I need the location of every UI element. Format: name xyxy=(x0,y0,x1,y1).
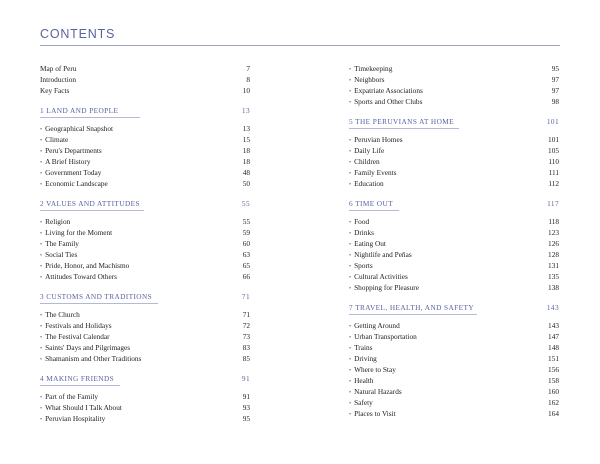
bullet-icon: • xyxy=(349,286,352,292)
toc-left-column xyxy=(40,63,250,424)
bullet-icon: • xyxy=(349,89,352,95)
entry-page: 95 xyxy=(242,414,250,423)
entry-label: Timekeeping xyxy=(354,64,393,73)
chapter-heading-2[interactable] xyxy=(40,198,250,210)
toc-entry[interactable] xyxy=(349,63,559,74)
entry-page: 83 xyxy=(242,343,250,352)
entry-page: 160 xyxy=(548,387,559,396)
entry-page: 15 xyxy=(242,135,250,144)
entry-page: 7 xyxy=(246,64,250,73)
chapter-heading-7[interactable] xyxy=(349,302,559,314)
bullet-icon: • xyxy=(40,406,43,412)
entry-page: 111 xyxy=(548,168,559,177)
chapter-underline xyxy=(40,303,158,304)
toc-entry[interactable] xyxy=(40,123,250,134)
entry-label: A Brief History xyxy=(45,157,91,166)
entry-label: Cultural Activities xyxy=(354,272,408,281)
entry-label: Introduction xyxy=(40,75,77,84)
chapter-underline xyxy=(349,210,399,211)
chapter-underline xyxy=(349,314,477,315)
bullet-icon: • xyxy=(40,275,43,281)
bullet-icon: • xyxy=(40,231,43,237)
page-title: CONTENTS xyxy=(40,27,116,41)
entry-page: 50 xyxy=(242,179,250,188)
bullet-icon: • xyxy=(349,368,352,374)
toc-entry[interactable] xyxy=(349,134,559,145)
bullet-icon: • xyxy=(40,324,43,330)
toc-entry[interactable] xyxy=(349,227,559,238)
entry-page: 112 xyxy=(548,179,559,188)
entry-page: 97 xyxy=(551,86,559,95)
entry-label: Family Events xyxy=(354,168,397,177)
bullet-icon: • xyxy=(349,182,352,188)
chapter-page: 13 xyxy=(241,106,250,115)
toc-entry[interactable] xyxy=(349,178,559,189)
chapter-page: 117 xyxy=(547,199,559,208)
entry-label: Peru's Departments xyxy=(45,146,102,155)
entry-page: 126 xyxy=(548,239,559,248)
bullet-icon: • xyxy=(40,160,43,166)
bullet-icon: • xyxy=(349,275,352,281)
toc-entry[interactable] xyxy=(349,408,559,419)
entry-label: The Church xyxy=(45,310,80,319)
entry-page: 101 xyxy=(548,135,559,144)
toc-entry[interactable] xyxy=(349,96,559,107)
chapter-heading-1[interactable] xyxy=(40,105,250,117)
chapter-heading-6[interactable] xyxy=(349,198,559,210)
chapter-page: 91 xyxy=(241,374,250,383)
bullet-icon: • xyxy=(349,160,352,166)
toc-entry[interactable] xyxy=(349,364,559,375)
bullet-icon: • xyxy=(40,171,43,177)
toc-entry[interactable] xyxy=(40,413,250,424)
bullet-icon: • xyxy=(349,242,352,248)
entry-label: Driving xyxy=(354,354,377,363)
entry-label: What Should I Talk About xyxy=(45,403,122,412)
entry-page: 85 xyxy=(242,354,250,363)
bullet-icon: • xyxy=(40,395,43,401)
toc-entry[interactable] xyxy=(40,74,250,85)
chapter-underline xyxy=(349,128,459,129)
entry-page: 71 xyxy=(242,310,250,319)
toc-entry[interactable] xyxy=(40,178,250,189)
entry-label: Shamanism and Other Traditions xyxy=(45,354,142,363)
entry-label: Map of Peru xyxy=(40,64,77,73)
entry-label: Festivals and Holidays xyxy=(45,321,112,330)
entry-page: 95 xyxy=(551,64,559,73)
chapter-page: 55 xyxy=(241,199,250,208)
toc-entry[interactable] xyxy=(40,260,250,271)
entry-page: 156 xyxy=(548,365,559,374)
entry-label: Urban Transportation xyxy=(354,332,417,341)
bullet-icon: • xyxy=(349,231,352,237)
toc-right-column xyxy=(349,63,559,419)
entry-page: 10 xyxy=(242,86,250,95)
entry-label: Government Today xyxy=(45,168,102,177)
bullet-icon: • xyxy=(349,390,352,396)
toc-entry[interactable] xyxy=(40,156,250,167)
entry-label: Health xyxy=(354,376,374,385)
chapter-underline xyxy=(40,385,120,386)
bullet-icon: • xyxy=(349,149,352,155)
entry-label: Sports xyxy=(354,261,373,270)
entry-page: 138 xyxy=(548,283,559,292)
entry-page: 128 xyxy=(548,250,559,259)
entry-label: Nightlife and Peñas xyxy=(354,250,412,259)
title-divider xyxy=(40,45,560,46)
bullet-icon: • xyxy=(349,401,352,407)
bullet-icon: • xyxy=(349,100,352,106)
entry-page: 63 xyxy=(242,250,250,259)
entry-page: 118 xyxy=(548,217,559,226)
entry-label: Neighbors xyxy=(354,75,385,84)
toc-entry[interactable] xyxy=(40,331,250,342)
chapter-title: 2 VALUES AND ATTITUDES xyxy=(40,199,140,208)
entry-label: Eating Out xyxy=(354,239,386,248)
entry-label: Peruvian Homes xyxy=(354,135,403,144)
bullet-icon: • xyxy=(349,78,352,84)
bullet-icon: • xyxy=(349,171,352,177)
entry-page: 18 xyxy=(242,157,250,166)
chapter-title: 5 THE PERUVIANS AT HOME xyxy=(349,117,455,126)
bullet-icon: • xyxy=(349,138,352,144)
entry-page: 147 xyxy=(548,332,559,341)
toc-entry[interactable] xyxy=(349,320,559,331)
entry-page: 151 xyxy=(548,354,559,363)
entry-label: Places to Visit xyxy=(354,409,396,418)
entry-label: Attitudes Toward Others xyxy=(45,272,118,281)
toc-entry[interactable] xyxy=(40,402,250,413)
bullet-icon: • xyxy=(40,335,43,341)
toc-entry[interactable] xyxy=(349,271,559,282)
entry-page: 72 xyxy=(242,321,250,330)
toc-entry[interactable] xyxy=(40,391,250,402)
entry-page: 131 xyxy=(548,261,559,270)
entry-page: 91 xyxy=(242,392,250,401)
chapter-title: 7 TRAVEL, HEALTH, AND SAFETY xyxy=(349,303,474,312)
entry-label: Food xyxy=(354,217,370,226)
entry-page: 148 xyxy=(548,343,559,352)
bullet-icon: • xyxy=(349,335,352,341)
entry-label: Living for the Moment xyxy=(45,228,113,237)
toc-entry[interactable] xyxy=(349,331,559,342)
entry-page: 65 xyxy=(242,261,250,270)
entry-page: 158 xyxy=(548,376,559,385)
bullet-icon: • xyxy=(40,242,43,248)
bullet-icon: • xyxy=(349,412,352,418)
bullet-icon: • xyxy=(40,357,43,363)
toc-entry[interactable] xyxy=(349,249,559,260)
chapter-title: 3 CUSTOMS AND TRADITIONS xyxy=(40,292,153,301)
entry-label: Economic Landscape xyxy=(45,179,108,188)
chapter-page: 71 xyxy=(241,292,250,301)
entry-label: Part of the Family xyxy=(45,392,99,401)
chapter-title: 4 MAKING FRIENDS xyxy=(40,374,115,383)
bullet-icon: • xyxy=(349,324,352,330)
entry-label: Daily Life xyxy=(354,146,385,155)
bullet-icon: • xyxy=(40,313,43,319)
entry-page: 55 xyxy=(242,217,250,226)
chapter-heading-3[interactable] xyxy=(40,291,250,303)
bullet-icon: • xyxy=(349,67,352,73)
bullet-icon: • xyxy=(40,264,43,270)
chapter-page: 101 xyxy=(546,117,559,126)
entry-label: Education xyxy=(354,179,384,188)
chapter-heading-5[interactable] xyxy=(349,116,559,128)
toc-entry[interactable] xyxy=(40,353,250,364)
bullet-icon: • xyxy=(40,149,43,155)
bullet-icon: • xyxy=(40,346,43,352)
chapter-underline xyxy=(40,210,144,211)
toc-entry[interactable] xyxy=(349,353,559,364)
toc-entry[interactable] xyxy=(349,216,559,227)
toc-entry[interactable] xyxy=(349,386,559,397)
entry-page: 18 xyxy=(242,146,250,155)
entry-label: Getting Around xyxy=(354,321,400,330)
chapter-heading-4[interactable] xyxy=(40,373,250,385)
toc-entry[interactable] xyxy=(40,238,250,249)
entry-label: Peruvian Hospitality xyxy=(45,414,106,423)
entry-page: 8 xyxy=(246,75,250,84)
chapter-underline xyxy=(40,117,140,118)
entry-label: Shopping for Pleasure xyxy=(354,283,419,292)
entry-page: 48 xyxy=(242,168,250,177)
entry-page: 135 xyxy=(548,272,559,281)
entry-page: 143 xyxy=(548,321,559,330)
entry-page: 162 xyxy=(548,398,559,407)
entry-label: The Festival Calendar xyxy=(45,332,110,341)
entry-label: Natural Hazards xyxy=(354,387,402,396)
entry-label: Trains xyxy=(354,343,373,352)
entry-page: 97 xyxy=(551,75,559,84)
bullet-icon: • xyxy=(40,253,43,259)
entry-page: 66 xyxy=(242,272,250,281)
bullet-icon: • xyxy=(40,127,43,133)
toc-entry[interactable] xyxy=(40,271,250,282)
entry-page: 105 xyxy=(548,146,559,155)
entry-label: Pride, Honor, and Machismo xyxy=(45,261,130,270)
toc-entry[interactable] xyxy=(40,309,250,320)
toc-entry[interactable] xyxy=(40,167,250,178)
chapter-page: 143 xyxy=(546,303,559,312)
bullet-icon: • xyxy=(40,182,43,188)
toc-entry[interactable] xyxy=(349,282,559,293)
toc-entry[interactable] xyxy=(40,342,250,353)
entry-page: 164 xyxy=(548,409,559,418)
toc-entry[interactable] xyxy=(40,320,250,331)
entry-label: Geographical Snapshot xyxy=(45,124,113,133)
bullet-icon: • xyxy=(40,417,43,423)
bullet-icon: • xyxy=(40,138,43,144)
entry-label: Where to Stay xyxy=(354,365,396,374)
entry-label: Climate xyxy=(45,135,69,144)
bullet-icon: • xyxy=(349,346,352,352)
chapter-title: 6 TIME OUT xyxy=(349,199,393,208)
entry-label: The Family xyxy=(45,239,79,248)
entry-page: 93 xyxy=(242,403,250,412)
chapter-title: 1 LAND AND PEOPLE xyxy=(40,106,119,115)
entry-page: 60 xyxy=(242,239,250,248)
bullet-icon: • xyxy=(349,379,352,385)
toc-entry[interactable] xyxy=(349,238,559,249)
toc-entry[interactable] xyxy=(349,74,559,85)
entry-label: Sports and Other Clubs xyxy=(354,97,423,106)
entry-label: Saints' Days and Pilgrimages xyxy=(45,343,131,352)
entry-label: Drinks xyxy=(354,228,374,237)
entry-page: 98 xyxy=(551,97,559,106)
toc-entry[interactable] xyxy=(40,216,250,227)
entry-label: Religion xyxy=(45,217,71,226)
entry-page: 110 xyxy=(548,157,559,166)
bullet-icon: • xyxy=(349,357,352,363)
entry-label: Children xyxy=(354,157,380,166)
entry-page: 59 xyxy=(242,228,250,237)
bullet-icon: • xyxy=(349,253,352,259)
toc-entry[interactable] xyxy=(349,85,559,96)
bullet-icon: • xyxy=(349,220,352,226)
toc-entry[interactable] xyxy=(349,167,559,178)
toc-entry[interactable] xyxy=(40,85,250,96)
entry-label: Key Facts xyxy=(40,86,70,95)
entry-page: 13 xyxy=(242,124,250,133)
entry-label: Safety xyxy=(354,398,373,407)
bullet-icon: • xyxy=(40,220,43,226)
toc-entry[interactable] xyxy=(40,63,250,74)
toc-entry[interactable] xyxy=(40,145,250,156)
entry-page: 123 xyxy=(548,228,559,237)
bullet-icon: • xyxy=(349,264,352,270)
entry-label: Expatriate Associations xyxy=(354,86,423,95)
toc-entry[interactable] xyxy=(349,145,559,156)
entry-page: 73 xyxy=(242,332,250,341)
toc-entry[interactable] xyxy=(40,227,250,238)
toc-entry[interactable] xyxy=(40,249,250,260)
entry-label: Social Ties xyxy=(45,250,78,259)
